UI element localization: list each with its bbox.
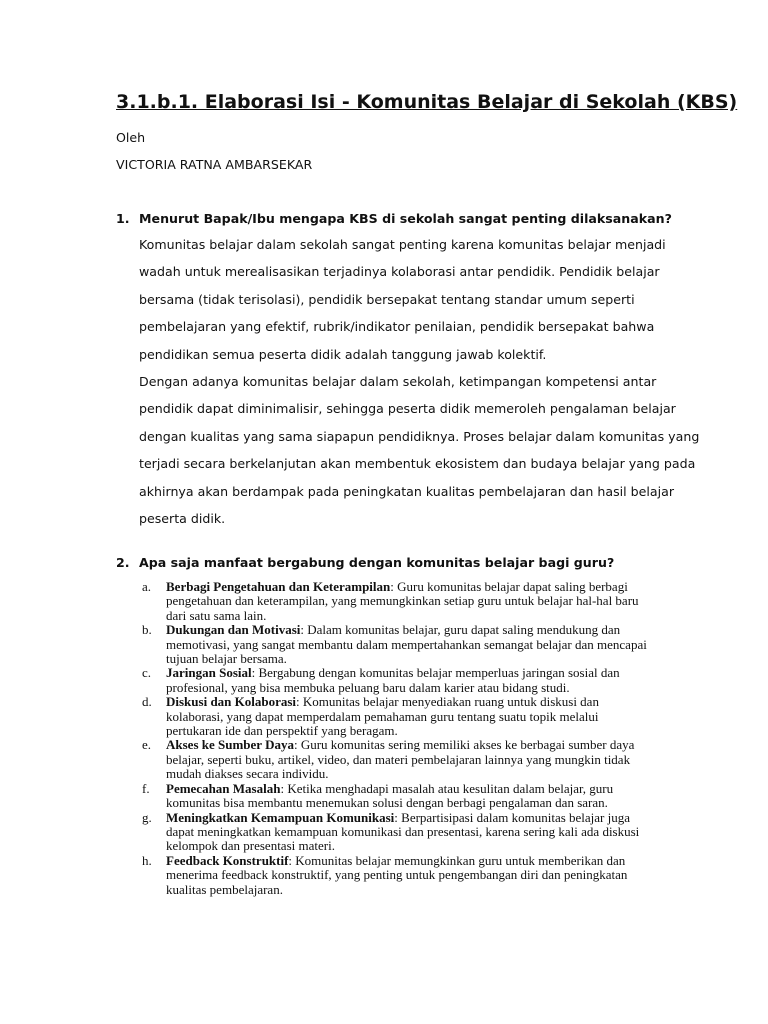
benefit-description-start: : Bergabung dengan komunitas belajar memperluas jaringan sosial dan bbox=[251, 665, 620, 681]
benefits-list bbox=[142, 580, 672, 897]
benefit-description-line: menerima feedback konstruktif, yang penting untuk pengembangan diri dan peningkatan bbox=[166, 867, 628, 883]
question-2-number: 2. bbox=[116, 555, 130, 570]
answer-line: pembelajaran yang efektif, rubrik/indikator penilaian, pendidik bersepakat bahwa bbox=[139, 319, 655, 335]
benefit-description-line: kolaborasi, yang dapat memperdalam pemahaman guru tentang suatu topik melalui bbox=[166, 708, 599, 724]
benefit-description-start: : Ketika menghadapi masalah atau kesulitan dalam belajar, guru bbox=[280, 780, 614, 796]
benefit-marker: e. bbox=[142, 737, 152, 753]
benefit-first-line bbox=[166, 811, 672, 825]
by-label: Oleh bbox=[116, 130, 146, 145]
benefit-item bbox=[142, 738, 672, 781]
benefit-item bbox=[142, 695, 672, 738]
benefit-marker: g. bbox=[142, 809, 152, 825]
answer-1 bbox=[139, 231, 700, 532]
benefit-marker: b. bbox=[142, 622, 152, 638]
benefit-first-line bbox=[166, 623, 672, 637]
benefit-item bbox=[142, 854, 672, 897]
benefit-description-line: belajar, seperti buku, artikel, video, dan materi pembelajaran lainnya yang mungkin tidak bbox=[166, 751, 631, 767]
answer-line: bersama (tidak terisolasi), pendidik bersepakat tentang standar umum seperti bbox=[139, 291, 635, 307]
benefit-description-line: kelompok dan presentasi materi. bbox=[166, 838, 335, 854]
answer-line: dengan kualitas yang sama siapapun pendidiknya. Proses belajar dalam komunitas yang bbox=[139, 428, 700, 444]
benefit-first-line bbox=[166, 854, 672, 868]
benefit-term: Diskusi dan Kolaborasi bbox=[166, 694, 297, 710]
answer-line: akhirnya akan berdampak pada peningkatan kualitas pembelajaran dan hasil belajar bbox=[139, 483, 675, 499]
benefit-description-line: pengetahuan dan keterampilan, yang memungkinkan setiap guru untuk belajar hal-hal baru bbox=[166, 593, 639, 609]
benefit-description-line: mudah diakses secara individu. bbox=[166, 766, 329, 782]
benefit-text bbox=[166, 623, 672, 666]
benefit-item bbox=[142, 811, 672, 854]
benefit-item bbox=[142, 666, 672, 695]
answer-line: terjadi secara berkelanjutan akan membentuk ekosistem dan budaya belajar yang pada bbox=[139, 456, 696, 472]
author-name: VICTORIA RATNA AMBARSEKAR bbox=[116, 157, 313, 172]
question-2 bbox=[116, 549, 676, 577]
benefit-first-line bbox=[166, 580, 672, 594]
question-1 bbox=[116, 205, 676, 233]
benefit-term: Meningkatkan Kemampuan Komunikasi bbox=[166, 809, 395, 825]
answer-line: pendidikan semua peserta didik adalah tanggung jawab kolektif. bbox=[139, 346, 547, 362]
benefit-text bbox=[166, 738, 672, 781]
benefit-first-line bbox=[166, 782, 672, 796]
benefit-term: Jaringan Sosial bbox=[166, 665, 252, 681]
benefit-term: Feedback Konstruktif bbox=[166, 852, 289, 868]
benefit-description-line: dari satu sama lain. bbox=[166, 607, 267, 623]
benefit-first-line bbox=[166, 666, 672, 680]
answer-line: pendidik dapat diminimalisir, sehingga peserta didik memeroleh pengalaman belajar bbox=[139, 401, 676, 417]
benefit-description-line: dapat meningkatkan kemampuan komunikasi dan presentasi, karena sering kali ada diskusi bbox=[166, 823, 640, 839]
benefit-marker: f. bbox=[142, 780, 150, 796]
benefit-term: Dukungan dan Motivasi bbox=[166, 622, 301, 638]
document-title: 3.1.b.1. Elaborasi Isi - Komunitas Belajar di Sekolah (KBS) bbox=[116, 91, 738, 113]
benefit-first-line bbox=[166, 695, 672, 709]
benefit-text bbox=[166, 666, 672, 695]
benefit-text bbox=[166, 695, 672, 738]
benefit-marker: h. bbox=[142, 852, 152, 868]
answer-line: wadah untuk merealisasikan terjadinya kolaborasi antar pendidik. Pendidik belajar bbox=[139, 264, 660, 280]
answer-line: peserta didik. bbox=[139, 511, 226, 527]
benefit-item bbox=[142, 782, 672, 811]
benefit-description-start: : Komunitas belajar menyediakan ruang untuk diskusi dan bbox=[296, 694, 599, 710]
benefit-text bbox=[166, 580, 672, 623]
benefit-description-start: : Berpartisipasi dalam komunitas belajar juga bbox=[394, 809, 631, 825]
benefit-term: Berbagi Pengetahuan dan Keterampilan bbox=[166, 579, 391, 594]
benefit-description-line: kualitas pembelajaran. bbox=[166, 881, 283, 897]
benefit-item bbox=[142, 580, 672, 623]
question-1-number: 1. bbox=[116, 211, 130, 226]
benefit-description-line: pertukaran ide dan perspektif yang beragam. bbox=[166, 723, 398, 739]
benefit-marker: a. bbox=[142, 579, 152, 594]
benefit-marker: d. bbox=[142, 694, 152, 710]
benefit-term: Akses ke Sumber Daya bbox=[166, 737, 294, 753]
benefit-description-line: profesional, yang bisa membuka peluang baru dalam karier atau bidang studi. bbox=[166, 679, 570, 695]
benefit-marker: c. bbox=[142, 665, 152, 681]
benefit-description-line: komunitas bisa membantu menemukan solusi dengan berbagi pengalaman dan saran. bbox=[166, 795, 608, 811]
benefit-description-line: tujuan belajar bersama. bbox=[166, 651, 287, 667]
benefit-description-start: : Guru komunitas sering memiliki akses ke berbagai sumber daya bbox=[293, 737, 635, 753]
answer-line: Komunitas belajar dalam sekolah sangat penting karena komunitas belajar menjadi bbox=[139, 237, 666, 252]
benefit-description-start: : Dalam komunitas belajar, guru dapat saling mendukung dan bbox=[300, 622, 621, 638]
answer-line: Dengan adanya komunitas belajar dalam sekolah, ketimpangan kompetensi antar bbox=[139, 374, 657, 390]
benefit-text bbox=[166, 854, 672, 897]
benefit-text bbox=[166, 811, 672, 854]
benefit-description-line: memotivasi, yang sangat membantu dalam mempertahankan semangat belajar dan mencapai bbox=[166, 636, 647, 652]
question-2-text: Apa saja manfaat bergabung dengan komunitas belajar bagi guru? bbox=[139, 555, 615, 570]
benefit-term: Pemecahan Masalah bbox=[166, 780, 281, 796]
benefit-text bbox=[166, 782, 672, 811]
question-1-text: Menurut Bapak/Ibu mengapa KBS di sekolah sangat penting dilaksanakan? bbox=[139, 211, 672, 226]
benefit-description-start: : Guru komunitas belajar dapat saling berbagi bbox=[390, 579, 628, 594]
benefit-first-line bbox=[166, 738, 672, 752]
benefit-item bbox=[142, 623, 672, 666]
benefit-description-start: : Komunitas belajar memungkinkan guru untuk memberikan dan bbox=[288, 852, 626, 868]
